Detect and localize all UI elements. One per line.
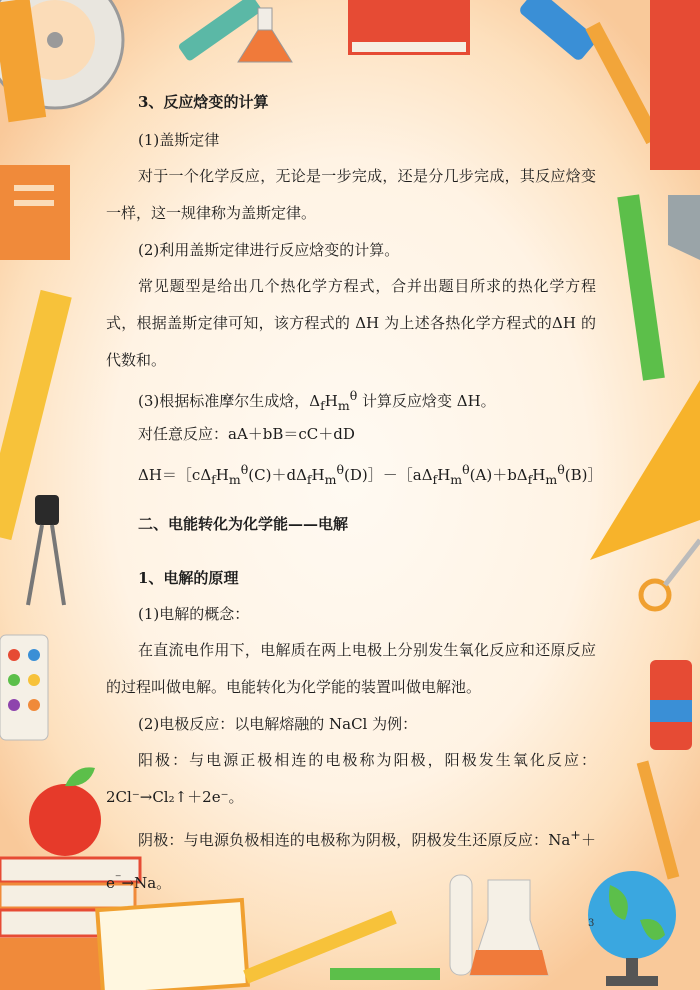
compass-icon xyxy=(28,495,64,605)
sharpener-icon xyxy=(668,195,700,260)
subheading-electrolysis-concept: (1)电解的概念： xyxy=(138,605,250,623)
reaction-equation: 对任意反应：aA＋bB＝cC＋dD xyxy=(138,425,355,443)
paragraph-hess-law: 对于一个化学反应，无论是一步完成，还是分几步完成，其反应焓变一样，这一规律称为盖斯定律。 xyxy=(106,167,596,222)
paragraph-cathode: 阴极：与电源负极相连的电极称为阴极，阴极发生还原反应：Na+＋e⁻→Na。 xyxy=(106,827,596,892)
subheading-hess-law: (1)盖斯定律 xyxy=(138,131,220,149)
subheading-hess-calc: (2)利用盖斯定律进行反应焓变的计算。 xyxy=(138,241,400,259)
apple-icon xyxy=(29,767,101,856)
paragraph-electrolysis-definition: 在直流电作用下，电解质在两上电极上分别发生氧化反应和还原反应的过程叫做电解。电能转化为化学能的装置叫做电解池。 xyxy=(106,641,596,696)
globe-icon xyxy=(588,871,676,986)
paragraph-anode: 阳极：与电源正极相连的电极称为阳极，阳极发生氧化反应：2Cl⁻→Cl₂↑＋2e⁻。 xyxy=(106,751,596,806)
blue-marker-icon xyxy=(518,0,599,62)
red-notebook-icon xyxy=(650,0,700,170)
notebook-icon xyxy=(97,900,248,990)
green-crayon-icon xyxy=(330,968,440,980)
section-heading: 3、反应焓变的计算 xyxy=(138,93,269,111)
orange-book-icon xyxy=(0,165,70,260)
paragraph-question-types: 常见题型是给出几个热化学方程式，合并出题目所求的热化学方程式，根据盖斯定律可知，该方程式的 ΔH 为上述各热化学方程式的ΔH 的代数和。 xyxy=(106,277,596,369)
green-pencil-icon xyxy=(617,194,665,380)
pencil-icon xyxy=(585,22,660,144)
heading-electrolysis-principle: 1、电解的原理 xyxy=(138,569,239,587)
triangle-ruler-icon xyxy=(590,380,700,560)
scissors-icon xyxy=(641,540,700,609)
subheading-formation-enthalpy: (3)根据标准摩尔生成焓，$\Delta_fH_m^\theta$ 计算反应焓变 ΔH。 xyxy=(138,388,496,413)
enthalpy-formula: $\Delta H=[c\Delta_fH_m^\theta(C)+d\Delta_fH_m^\theta(D)]-[a\Delta_fH_m^\theta(A)+b\Delta_fH_m^\theta(B)]$ xyxy=(138,462,603,487)
page-number: 3 xyxy=(588,918,595,929)
paintbrush-icon xyxy=(637,760,680,879)
section-title-electrolysis: 二、电能转化为化学能——电解 xyxy=(138,515,349,533)
subheading-electrode-reactions: (2)电极反应：以电解熔融的 NaCl 为例： xyxy=(138,715,418,733)
paint-palette-icon xyxy=(0,635,48,740)
